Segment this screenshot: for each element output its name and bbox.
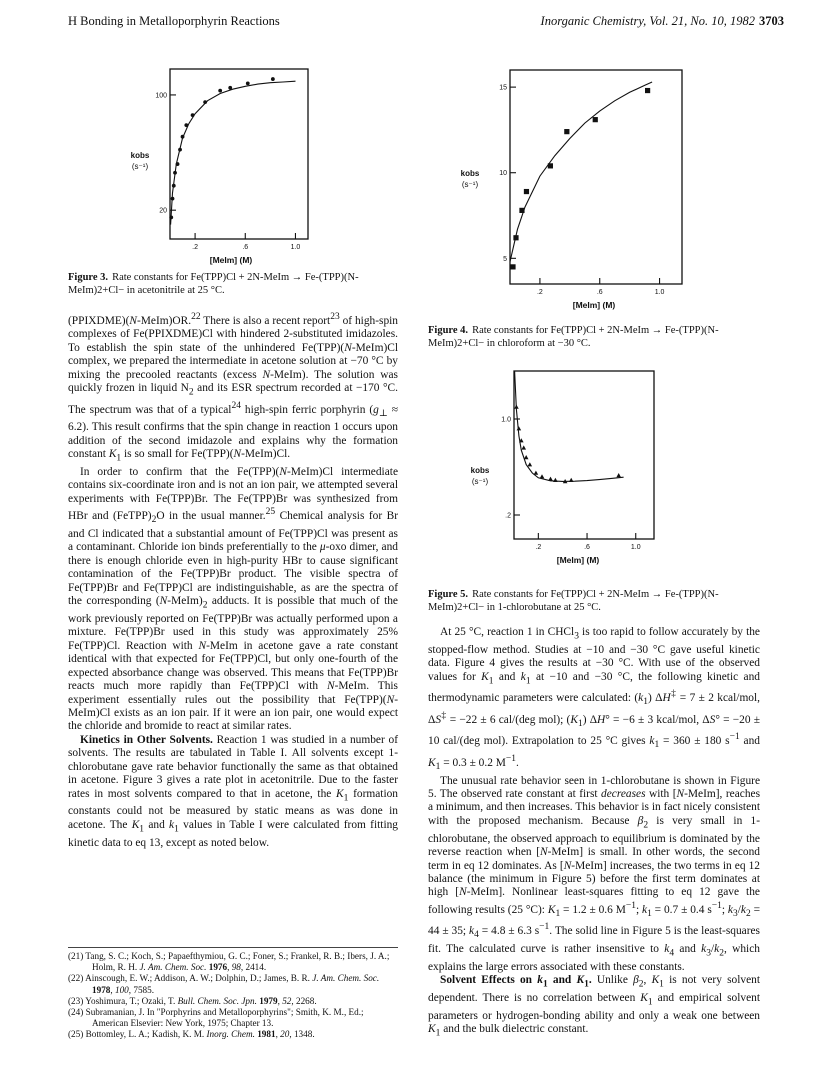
figure-5-chart bbox=[470, 369, 672, 569]
x-tick-label: .2 bbox=[192, 244, 199, 251]
figure-3-caption bbox=[68, 271, 398, 297]
data-point bbox=[521, 445, 526, 449]
fit-curve bbox=[171, 81, 296, 224]
y-tick-label: 5 bbox=[503, 255, 507, 263]
figure-3-label: Figure 3. bbox=[68, 272, 109, 283]
data-point bbox=[548, 163, 553, 168]
x-tick-label: .2 bbox=[535, 544, 542, 551]
x-tick-label: 1.0 bbox=[290, 244, 301, 251]
plot-frame bbox=[170, 69, 308, 239]
right-column-body bbox=[428, 626, 760, 1041]
y-axis-unit: (s⁻¹) bbox=[461, 180, 479, 189]
data-point bbox=[169, 215, 173, 219]
data-point bbox=[181, 135, 185, 139]
y-axis-label: kobs bbox=[130, 151, 150, 160]
data-point bbox=[528, 462, 533, 466]
left-paragraph-3: Kinetics in Other Solvents. Reaction 1 was studied in a number of solvents. The results are tabulated in Table I. All solvents except 1-chlorobutane gave rate behavior functionally the same as that obtained in acetone. Figure 3 gives a rate plot in acetonitrile. Due to the faster rates in most solvents compared to that in acetone, the $K_1$ formation constants could not be measured by static means as was done in acetone. The $K_1$ and $k_1$ values in Table I were calculated from fitting kinetic data to eq 13, except as noted below. bbox=[68, 733, 399, 849]
x-tick-label: .6 bbox=[584, 544, 590, 551]
data-point bbox=[271, 77, 275, 81]
data-point bbox=[178, 148, 182, 152]
references-footnotes bbox=[68, 947, 398, 1041]
data-point bbox=[218, 89, 222, 93]
y-tick-label: 20 bbox=[159, 207, 167, 215]
data-point bbox=[540, 474, 545, 478]
figure-4-chart bbox=[460, 68, 688, 318]
data-point bbox=[616, 473, 621, 477]
x-tick-label: .2 bbox=[536, 289, 543, 296]
data-point bbox=[517, 426, 522, 430]
figure-4-label: Figure 4. bbox=[428, 325, 469, 336]
y-axis-label: kobs bbox=[470, 466, 490, 475]
page-number: 3703 bbox=[759, 14, 784, 28]
reference-24: (24) Subramanian, J. In "Porphyrins and Metalloporphyrins"; Smith, K. M., Ed.; American Elsevier: New York, 1975; Chapter 13. bbox=[68, 1007, 364, 1029]
data-point bbox=[524, 189, 529, 194]
figure-3-caption-text: Rate constants for Fe(TPP)Cl + 2N-MeIm → Fe-(TPP)(N-MeIm)2+Cl− in acetonitrile at 25 °C. bbox=[68, 272, 359, 296]
data-point bbox=[176, 162, 180, 166]
data-point bbox=[645, 88, 650, 93]
y-tick-label: 10 bbox=[499, 170, 507, 178]
right-paragraph-3: Solvent Effects on $k_1$ and $K_1$. Unlike $\beta_2$, $K_1$ is not very solvent dependent. There is no correlation between $K_1$ and empirical solvent parameters or hydrogen-bonding ability and only a weak one between $K_1$ and the bulk dielectric constant. bbox=[428, 974, 761, 1039]
data-point bbox=[593, 117, 598, 122]
data-point bbox=[510, 264, 515, 269]
plot-frame bbox=[510, 70, 682, 284]
figure-3-chart bbox=[130, 68, 328, 268]
reference-22: (22) Ainscough, E. W.; Addison, A. W.; Dolphin, D.; James, B. R. J. Am. Chem. Soc. 1978, 100, 7585. bbox=[68, 973, 380, 995]
data-point bbox=[564, 129, 569, 134]
reference-23: (23) Yoshimura, T.; Ozaki, T. Bull. Chem. Soc. Jpn. 1979, 52, 2268. bbox=[68, 995, 317, 1006]
left-paragraph-2: In order to confirm that the Fe(TPP)(N-MeIm)Cl intermediate contains six-coordinate iron and is not an ion pair, we attempted several experiments with Fe(TPP)Br. The Fe(TPP)Br was synthesized from HBr and $(FeTPP)_2O$ in the usual manner.$^{25}$ Chemical analysis for Br and Cl indicated that a substantial amount of Fe(TPP)Cl was present as a contaminant. Chloride ion binds preferentially to the μ-oxo dimer, and there is enough chloride even in high-purity HBr to cause significant contamination of the Fe(TPP)Br product. The visible spectra of Fe(TPP)Br and Fe(TPP)Cl are indistinguishable, as are the spectra of the corresponding $(N-MeIm)_2$ adducts. It is possible that much of the work previously reported on Fe(TPP)Br was actually performed upon a mixture. Fe(TPP)Br used in this study was approximately 25% Fe(TPP)Cl. Reaction with N-MeIm in acetone gave a rate constant identical with that expected for Fe(TPP)Cl, but only one-fourth of the expected absorbance change was observed. This means that Fe(TPP)Br reacts much more rapidly than Fe(TPP)Cl with N-MeIm. This experiment essentially rules out the possibility that Fe(TPP)(N-MeIm)Cl exists as an ion pair. If it were an ion pair, one would expect the chloride and bromide to react at similar rates. bbox=[68, 465, 398, 733]
data-point bbox=[184, 123, 188, 127]
y-axis-unit: (s⁻¹) bbox=[471, 477, 489, 486]
x-axis-label: [MeIm] (M) bbox=[209, 255, 253, 265]
left-column-body bbox=[68, 311, 398, 850]
y-tick-label: .2 bbox=[505, 512, 511, 520]
data-point bbox=[519, 208, 524, 213]
data-point bbox=[173, 171, 177, 175]
y-tick-label: 15 bbox=[499, 84, 507, 92]
data-point bbox=[513, 235, 518, 240]
reference-21: (21) Tang, S. C.; Koch, S.; Papaefthymiou, G. C.; Foner, S.; Frankel, R. B.; Ibers, J. A.; Holm, R. H. J. Am. Chem. Soc. 1976, 98, 2414. bbox=[68, 951, 390, 973]
running-head-title: H Bonding in Metalloporphyrin Reactions bbox=[68, 14, 280, 28]
data-point bbox=[534, 471, 539, 475]
x-tick-label: 1.0 bbox=[630, 544, 641, 551]
data-point bbox=[569, 478, 574, 482]
running-head-journal bbox=[541, 14, 784, 29]
data-point bbox=[553, 478, 558, 482]
data-point bbox=[514, 405, 519, 409]
y-tick-label: 100 bbox=[155, 92, 167, 100]
fit-curve bbox=[510, 82, 652, 262]
data-point bbox=[191, 113, 195, 117]
y-axis-label: kobs bbox=[460, 169, 480, 178]
x-axis-label: [MeIm] (M) bbox=[572, 300, 616, 310]
right-paragraph-1: At 25 °C, reaction 1 in CHCl$_3$ is too rapid to follow accurately by the stopped-flow method. Studies at −10 and −30 °C gave useful kinetic data. Figure 4 gives the results at −30 °C. With use of the observed values for $K_1$ and $k_1$ at −10 and −30 °C, the following kinetic and thermodynamic parameters were calculated: $(k_1) \Delta H^\ddagger = 7 \pm 2$ kcal/mol, ΔS‡ = −22 ± 6 cal/(deg mol); $(K_1) \Delta H^\circ = -6 \pm 3$ kcal/mol, ΔS° = −20 ± 10 cal/(deg mol). Extrapolation to 25 °C gives $k_1 = 360 \pm 180$ $s^{-1}$ and $K_1 = 0.3 \pm 0.2$ $M^{-1}$. bbox=[428, 626, 761, 773]
x-tick-label: .6 bbox=[596, 289, 603, 296]
data-point bbox=[171, 197, 175, 201]
data-point bbox=[246, 82, 250, 86]
figure-5-caption bbox=[428, 588, 760, 614]
figure-5-label: Figure 5. bbox=[428, 589, 469, 600]
figure-4-caption bbox=[428, 324, 760, 350]
x-axis-label: [MeIm] (M) bbox=[556, 555, 600, 565]
data-point bbox=[203, 100, 207, 104]
figure-5-caption-text: Rate constants for Fe(TPP)Cl + 2N-MeIm → Fe-(TPP)(N-MeIm)2+Cl− in 1-chlorobutane at 25 °C. bbox=[428, 589, 719, 613]
journal-citation: Inorganic Chemistry, Vol. 21, No. 10, 1982 bbox=[540, 14, 755, 28]
left-paragraph-1: (PPIXDME)(N-MeIm)OR.$^{22}$ There is also a recent report$^{23}$ of high-spin complexes of Fe(PPIXDME)Cl with hindered 2-substituted imidazoles. To establish the spin state of the unhindered Fe(TPP)(N-MeIm)Cl complex, we prepared the intermediate in acetone solution at −70 °C by mixing the precooled reactants (excess N-MeIm). The solution was quickly frozen in liquid $N_2$ and its ESR spectrum recorded at −170 °C. The spectrum was that of a typical$^{24}$ high-spin ferric porphyrin $(g_\perp \approx 6.2)$. This result confirms that the spin change in reaction 1 occurs upon addition of the second imidazole and explains why the formation constant $K_1$ is so small for Fe(TPP)(N-MeIm)Cl. bbox=[68, 312, 399, 464]
data-point bbox=[548, 477, 553, 481]
data-point bbox=[172, 184, 176, 188]
y-tick-label: 1.0 bbox=[501, 416, 511, 424]
x-tick-label: 1.0 bbox=[654, 289, 665, 296]
right-paragraph-2: The unusual rate behavior seen in 1-chlorobutane is shown in Figure 5. The observed rate constant at first decreases with [N-MeIm], reaches a minimum, and then increases. This behavior is in fact nicely consistent with the proposed mechanism. Because $\beta_2$ is very small in 1-chlorobutane, the observed approach to equilibrium is dominated by the reverse reaction when [N-MeIm] is small. In other words, the second term in eq 12 dominates. As [N-MeIm] increases, the two terms in eq 12 balance (the minimum in Figure 5) before the first term dominates at high [N-MeIm]. Nonlinear least-squares fitting to eq 12 gave the following results (25 °C): $K_1 = 1.2 \pm 0.6$ $M^{-1}$; $k_1 = 0.7 \pm 0.4$ $s^{-1}$; $k_3/k_2 = 44 \pm 35$; $k_4 = 4.8 \pm 6.3$ $s^{-1}$. The solid line in Figure 5 is the least-squares fit. The calculated curve is rather insensitive to $k_4$ and $k_3/k_2$, which explains the large errors associated with these constants. bbox=[428, 774, 761, 973]
figure-5 bbox=[470, 369, 672, 569]
reference-25: (25) Bottomley, L. A.; Kadish, K. M. Inorg. Chem. 1981, 20, 1348. bbox=[68, 1029, 315, 1040]
data-point bbox=[524, 455, 529, 459]
figure-3 bbox=[130, 68, 328, 268]
data-point bbox=[228, 86, 232, 90]
figure-4-caption-text: Rate constants for Fe(TPP)Cl + 2N-MeIm → Fe-(TPP)(N-MeIm)2+Cl− in chloroform at −30 °C. bbox=[428, 325, 719, 349]
plot-frame bbox=[514, 371, 654, 539]
x-tick-label: .6 bbox=[242, 244, 249, 251]
figure-4 bbox=[460, 68, 688, 318]
y-axis-unit: (s⁻¹) bbox=[131, 162, 149, 171]
